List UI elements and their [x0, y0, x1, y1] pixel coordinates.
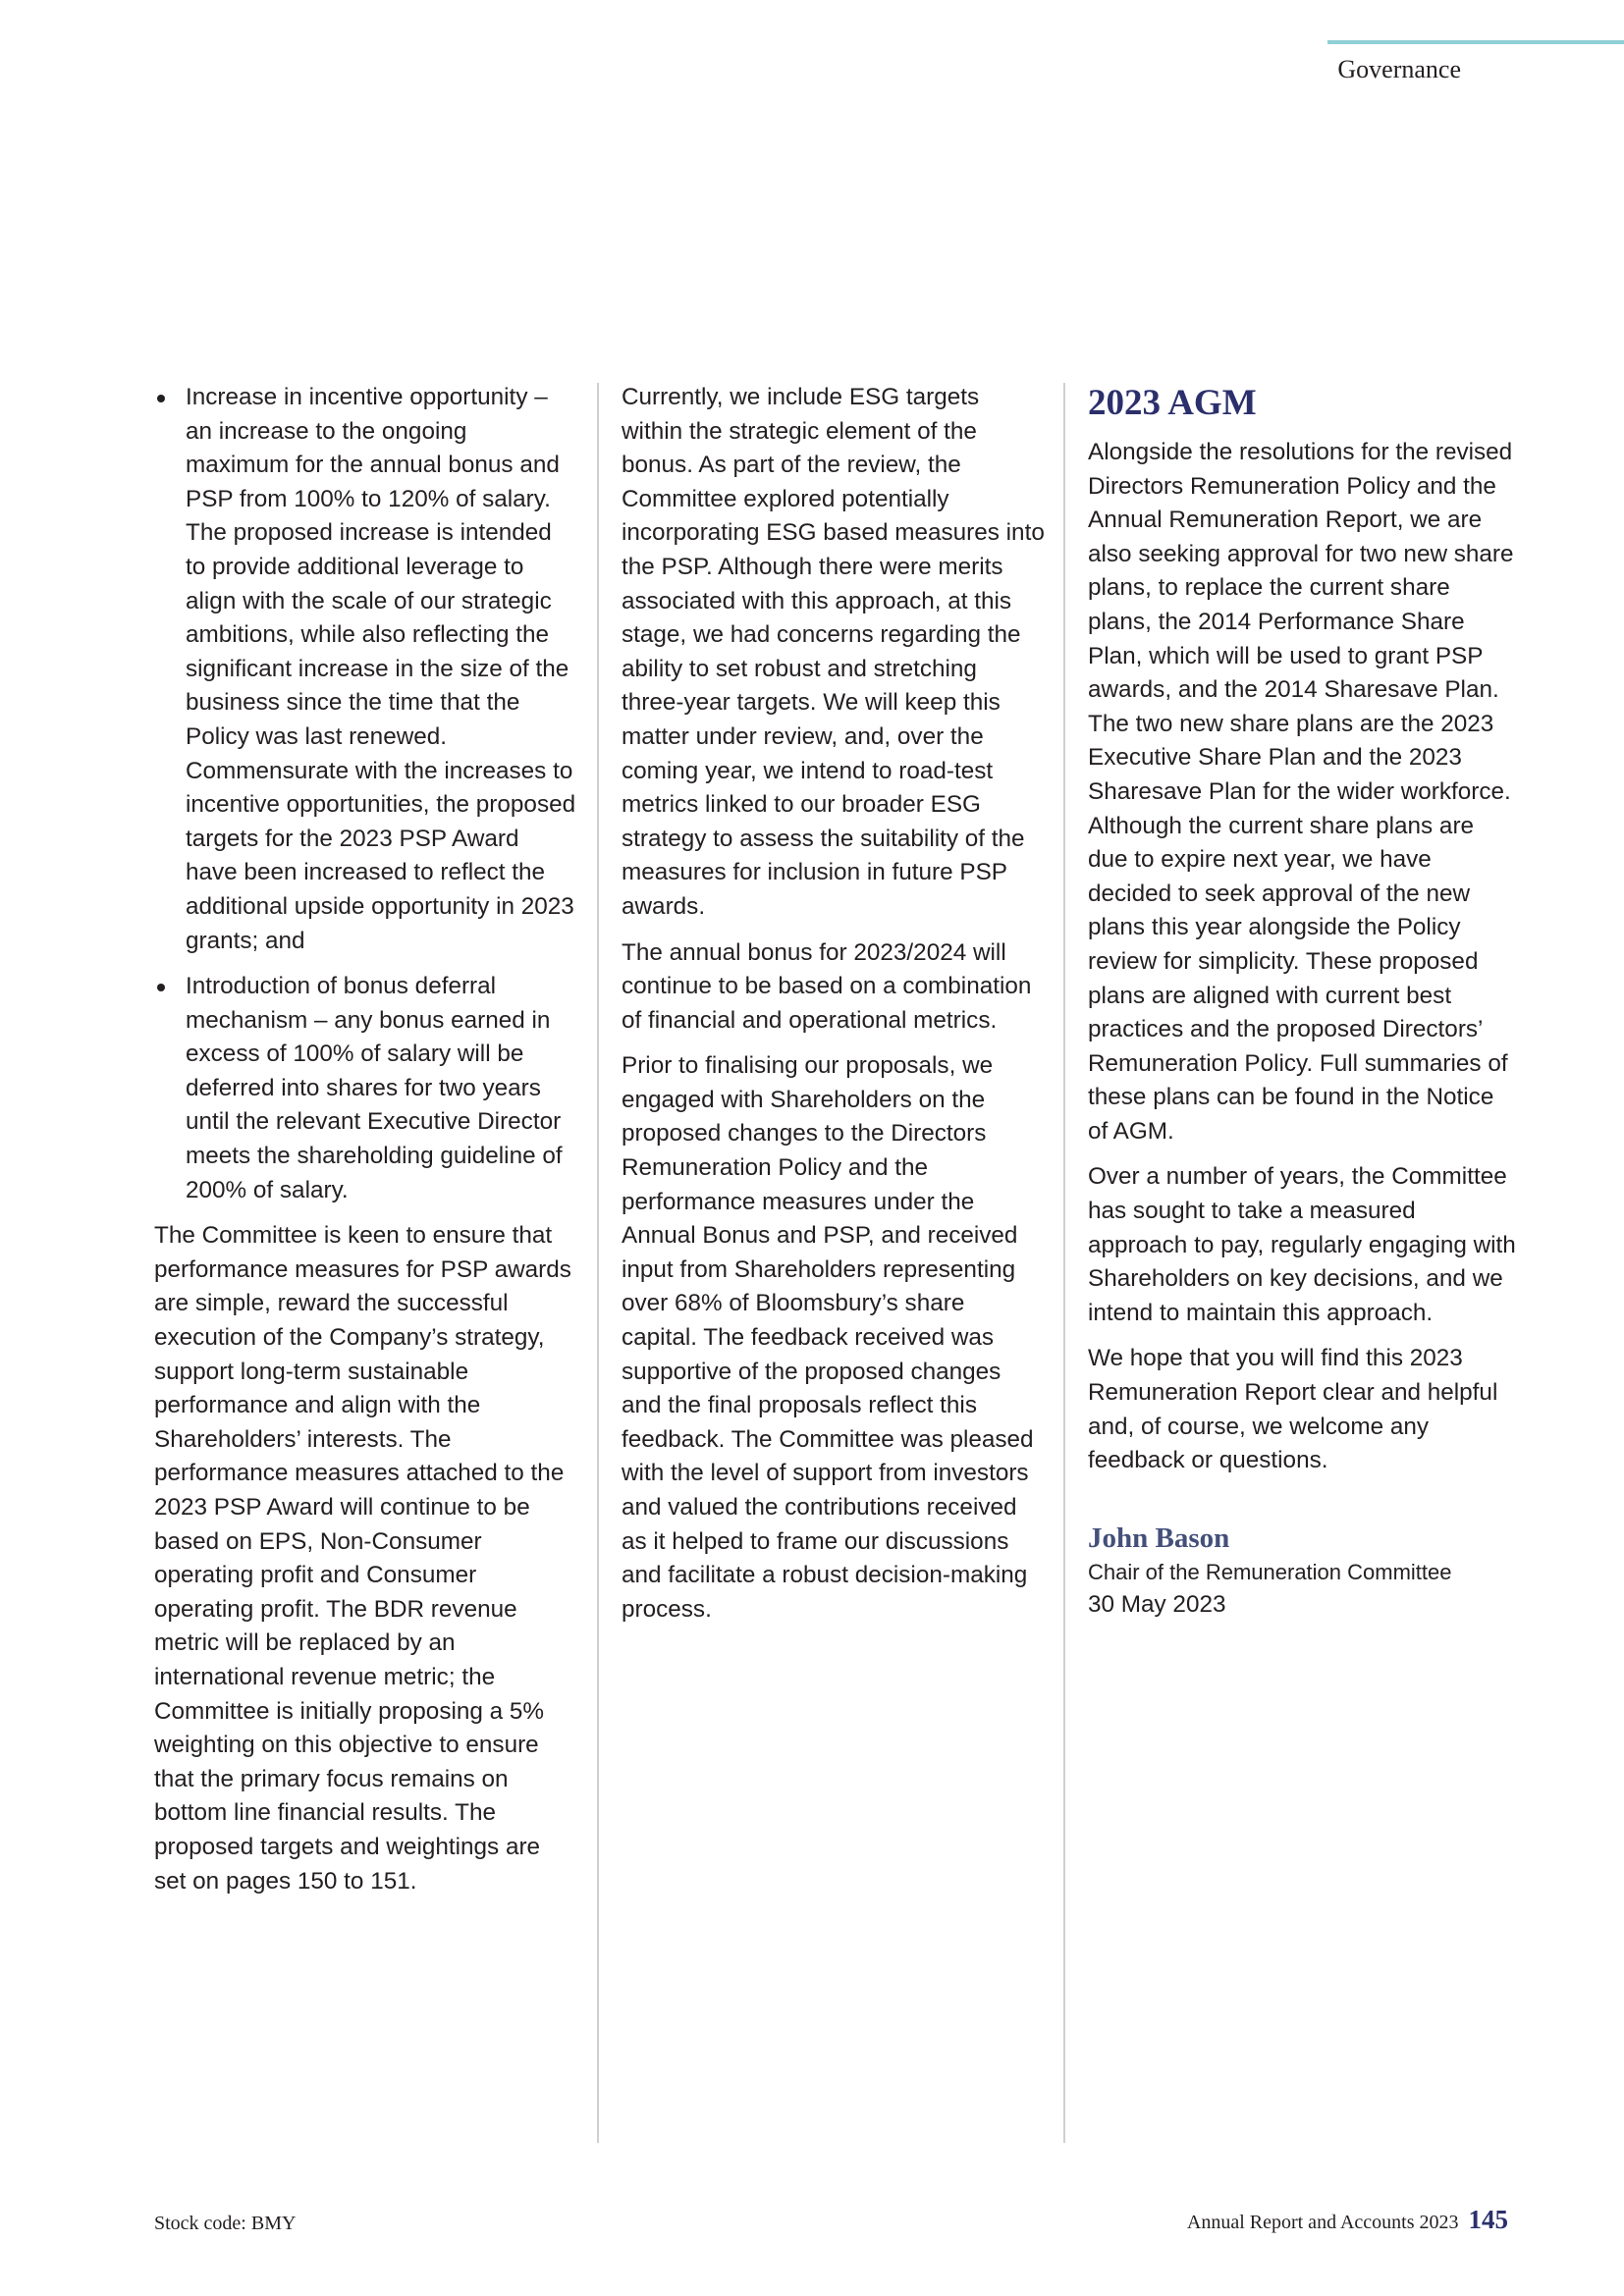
signature-date: 30 May 2023 [1088, 1590, 1226, 1618]
section-heading: 2023 AGM [1088, 383, 1257, 423]
body-paragraph: Currently, we include ESG targets within the strategic element of the bonus. As part of the review, the Committee explored potentially incorporating ESG based measures into the PSP. Although there were merits associated with this approach, at this stage, we had concerns regarding the ability to set robust and stretching three-year targets. We will keep this matter under review, and, over the coming year, we intend to road-test metrics linked to our broader ESG strategy to assess the suitability of the measures for inclusion in future PSP awards. [622, 384, 1045, 920]
header-accent-rule [1327, 40, 1624, 44]
body-paragraph: We hope that you will find this 2023 Remuneration Report clear and helpful and, of course, we welcome any feedback or questions. [1088, 1345, 1498, 1474]
text-column-2 [622, 381, 1046, 1638]
column-divider-1 [597, 383, 599, 2143]
body-paragraph: The annual bonus for 2023/2024 will continue to be based on a combination of financial and operational metrics. [622, 938, 1032, 1034]
signature-role: Chair of the Remuneration Committee [1088, 1559, 1452, 1584]
body-paragraph: Over a number of years, the Committee has sought to take a measured approach to pay, regularly engaging with Shareholders on key decisions, and we intend to maintain this approach. [1088, 1163, 1516, 1326]
section-label: Governance [1337, 55, 1461, 83]
footer-report-info [1187, 2205, 1508, 2235]
bullet-item: Introduction of bonus deferral mechanism – any bonus earned in excess of 100% of salary will be deferred into shares for two years until the relevant Executive Director meets the shareholding guideline of 200% of salary. [154, 970, 576, 1207]
bullet-list [154, 381, 576, 1207]
column-divider-2 [1063, 383, 1065, 2143]
bullet-icon [157, 984, 165, 991]
footer-report-title: Annual Report and Accounts 2023 [1186, 2212, 1459, 2233]
body-paragraph: Alongside the resolutions for the revised Directors Remuneration Policy and the Annual Remuneration Report, we are also seeking approval for two new share plans, to replace the current share plans, the 2014 Performance Share Plan, which will be used to grant PSP awards, and the 2014 Sharesave Plan. The two new share plans are the 2023 Executive Share Plan and the 2023 Sharesave Plan for the wider workforce. Although the current share plans are due to expire next year, we have decided to seek approval of the new plans this year alongside the Policy review for simplicity. These proposed plans are aligned with current best practices and the proposed Directors’ Remuneration Policy. Full summaries of these plans can be found in the Notice of AGM. [1088, 439, 1514, 1145]
footer-stock-code: Stock code: BMY [154, 2213, 297, 2234]
body-paragraph: The Committee is keen to ensure that performance measures for PSP awards are simple, reward the successful execution of the Company’s strategy, support long-term sustainable performance and align with the Shareholders’ interests. The performance measures attached to the 2023 PSP Award will continue to be based on EPS, Non-Consumer operating profit and Consumer operating profit. The BDR revenue metric will be replaced by an international revenue metric; the Committee is initially proposing a 5% weighting on this objective to ensure that the primary focus remains on bottom line financial results. The proposed targets and weightings are set on pages 150 to 151. [154, 1222, 571, 1895]
bullet-icon [157, 395, 165, 402]
body-paragraph: Prior to finalising our proposals, we engaged with Shareholders on the proposed changes to the Directors Remuneration Policy and the performance measures under the Annual Bonus and PSP, and received input from Shareholders representing over 68% of Bloomsbury’s share capital. The feedback received was supportive of the proposed changes and the final proposals reflect this feedback. The Committee was pleased with the level of support from investors and valued the contributions received as it helped to frame our discussions and facilitate a robust decision-making process. [622, 1052, 1034, 1623]
signature-name: John Bason [1088, 1522, 1230, 1554]
bullet-item: Increase in incentive opportunity – an increase to the ongoing maximum for the annual bonus and PSP from 100% to 120% of salary. The proposed increase is intended to provide additional leverage to align with the scale of our strategic ambitions, while also reflecting the significant increase in the size of the business since the time that the Policy was last renewed. Commensurate with the increases to incentive opportunities, the proposed targets for the 2023 PSP Award have been increased to reflect the additional upside opportunity in 2023 grants; and [154, 381, 576, 958]
text-column-1 [154, 381, 576, 1910]
page-number: 145 [1468, 2205, 1508, 2234]
text-column-3 [1088, 381, 1520, 1622]
